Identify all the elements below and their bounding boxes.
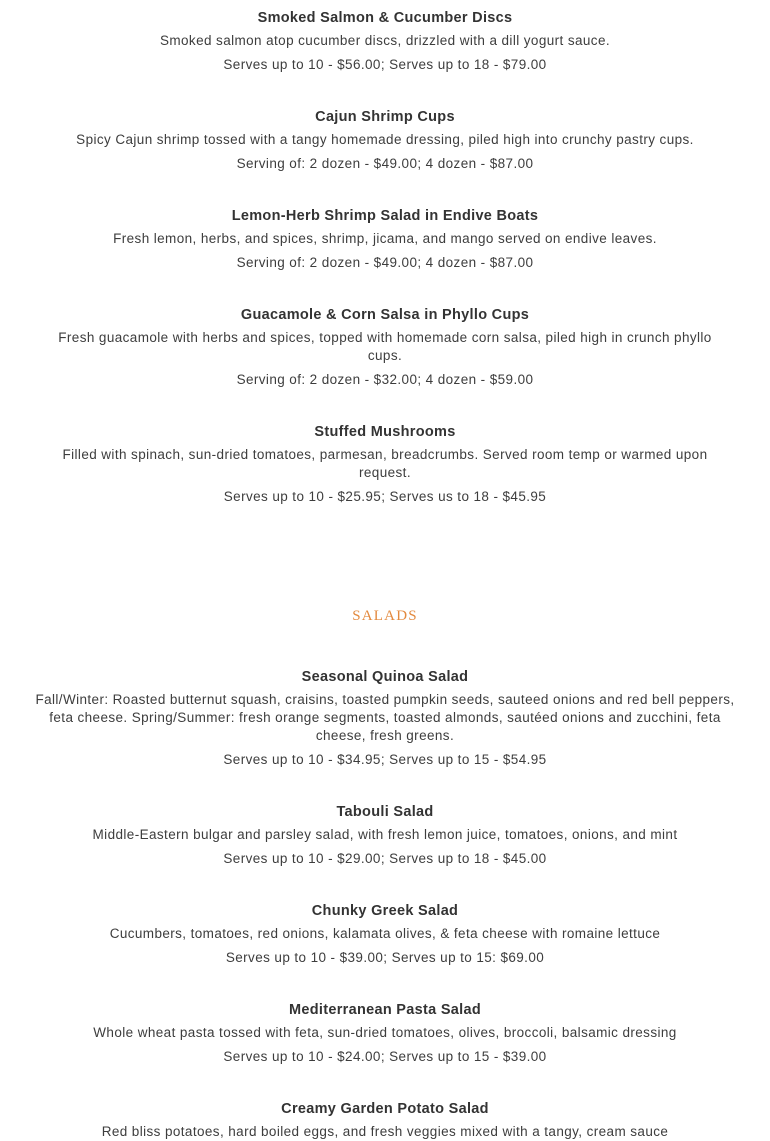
item-price: Serves up to 10 - $29.00; Serves up to 18 - $45.00 (223, 851, 547, 866)
item-name: Creamy Garden Potato Salad (281, 1101, 489, 1117)
item-price: Serves up to 10 - $34.95; Serves up to 15 - $54.95 (223, 752, 547, 767)
item-description: Fresh guacamole with herbs and spices, topped with homemade corn salsa, piled high in crunch phyllo cups. (58, 330, 712, 363)
item-name: Lemon-Herb Shrimp Salad in Endive Boats (231, 208, 539, 224)
item-description: Spicy Cajun shrimp tossed with a tangy homemade dressing, piled high into crunchy pastry cups. (76, 132, 694, 147)
menu-item-smoked-salmon (30, 9, 740, 74)
item-name: Cajun Shrimp Cups (315, 109, 455, 125)
item-name: Stuffed Mushrooms (314, 424, 456, 440)
menu-item-cajun-shrimp (30, 108, 740, 173)
item-price: Serves up to 10 - $25.95; Serves us to 18 - $45.95 (223, 489, 547, 504)
item-price: Serving of: 2 dozen - $49.00; 4 dozen - $87.00 (236, 156, 534, 171)
item-description: Cucumbers, tomatoes, red onions, kalamata olives, & feta cheese with romaine lettuce (109, 926, 661, 941)
item-description: Red bliss potatoes, hard boiled eggs, and fresh veggies mixed with a tangy, cream sauce (101, 1124, 669, 1139)
menu-item-greek-salad (30, 902, 740, 967)
item-name: Mediterranean Pasta Salad (288, 1002, 482, 1018)
item-name: Tabouli Salad (336, 804, 434, 820)
menu-item-guacamole-phyllo (30, 306, 740, 389)
item-price: Serves up to 10 - $24.00; Serves up to 15 - $39.00 (223, 1049, 547, 1064)
item-description: Middle-Eastern bulgar and parsley salad, with fresh lemon juice, tomatoes, onions, and mint (92, 827, 678, 842)
item-price: Serving of: 2 dozen - $32.00; 4 dozen - $59.00 (236, 372, 534, 387)
menu-item-potato-salad (30, 1100, 740, 1141)
item-description: Smoked salmon atop cucumber discs, drizzled with a dill yogurt sauce. (159, 33, 611, 48)
menu-item-lemon-herb-shrimp (30, 207, 740, 272)
section-heading-salads: SALADS (352, 608, 418, 624)
item-name: Smoked Salmon & Cucumber Discs (257, 10, 513, 26)
item-price: Serves up to 10 - $39.00; Serves up to 15: $69.00 (225, 950, 545, 965)
menu-item-tabouli-salad (30, 803, 740, 868)
item-price: Serving of: 2 dozen - $49.00; 4 dozen - $87.00 (236, 255, 534, 270)
item-description: Whole wheat pasta tossed with feta, sun-dried tomatoes, olives, broccoli, balsamic dressing (93, 1025, 677, 1040)
item-description: Fresh lemon, herbs, and spices, shrimp, jicama, and mango served on endive leaves. (113, 231, 657, 246)
item-name: Guacamole & Corn Salsa in Phyllo Cups (240, 307, 530, 323)
item-description: Filled with spinach, sun-dried tomatoes, parmesan, breadcrumbs. Served room temp or warmed upon request. (62, 447, 708, 480)
menu-item-pasta-salad (30, 1001, 740, 1066)
menu-item-quinoa-salad (30, 668, 740, 769)
item-name: Seasonal Quinoa Salad (301, 669, 469, 685)
item-description: Fall/Winter: Roasted butternut squash, craisins, toasted pumpkin seeds, sauteed onions and red bell peppers, feta cheese. Spring/Summer: fresh orange segments, toasted almonds, sautéed onions and zucchini, feta cheese, fresh greens. (35, 692, 735, 743)
menu-item-stuffed-mushrooms (30, 423, 740, 506)
item-price: Serves up to 10 - $56.00; Serves up to 18 - $79.00 (223, 57, 547, 72)
item-name: Chunky Greek Salad (311, 903, 459, 919)
